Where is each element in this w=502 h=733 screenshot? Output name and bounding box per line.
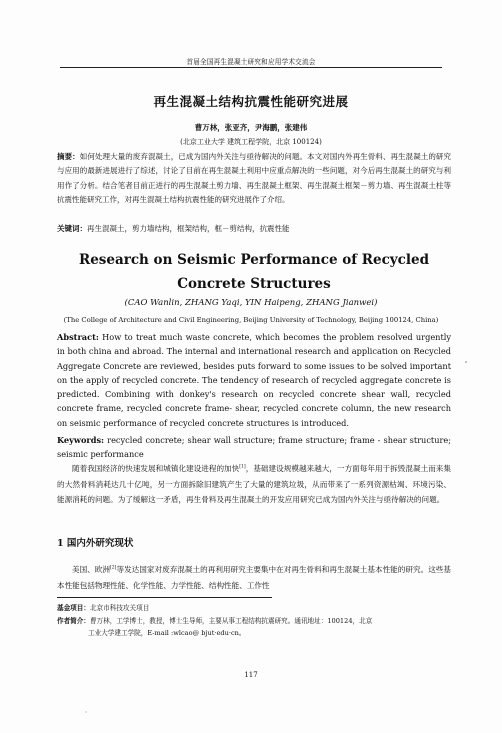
abstract-en-label: Abstract: <box>57 332 99 342</box>
footnote-fund-label: 基金项目： <box>57 604 90 612</box>
title-en: Research on Seismic Performance of Recycled Concrete Structures <box>78 252 430 292</box>
intro-text-start: 随着我国经济的快速发展和城镇化建设进程的加快 <box>72 464 240 473</box>
footnote-author-line-2: 工业大学建工学院，E-mail :wlcao@ bjut·edu·cn。 <box>88 629 246 637</box>
affiliation-en: (The College of Architecture and Civil Engineering, Beijing University of Technology, Beijing 100124, China) <box>63 316 439 324</box>
abstract-zh-label: 摘要： <box>57 152 80 161</box>
affiliation-zh: (北京工业大学 建筑工程学院，北京 100124) <box>180 138 322 146</box>
abstract-zh-text: 如何处理大量的废弃混凝土，已成为国内外关注与亟待解决的问题。本文对国内外再生骨料、再生混凝土的研究与应用的最新进展进行了综述，讨论了目前在再生混凝土利用中应重点解决的一些问题，对今后再生混凝土的研究与利用作了分析。结合笔者目前正进行的再生混凝土剪力墙、再生混凝土框架、再生混凝土框架－剪力墙、再生混凝土柱等抗震性能研究工作，对再生混凝土结构抗震性能的研究进展作了介绍。 <box>57 152 452 205</box>
scan-speck <box>465 361 467 363</box>
footnote-fund-text: 北京市科技攻关项目 <box>89 604 150 612</box>
authors-en: (CAO Wanlin, ZHANG Yaqi, YIN Haipeng, ZHANG Jianwei) <box>124 298 378 308</box>
title-zh: 再生混凝土结构抗震性能研究进展 <box>153 94 349 109</box>
keywords-en-text: recycled concrete; shear wall structure; frame structure; frame - shear structure; seismic performance <box>57 435 452 459</box>
authors-zh: 曹万林，张亚齐，尹海鹏，张建伟 <box>194 123 308 132</box>
citation-1: [1] <box>239 464 246 470</box>
footnote-author-label: 作者简介： <box>57 616 90 625</box>
scan-speck <box>85 711 86 712</box>
keywords-zh-text: 再生混凝土，剪力墙结构，框架结构，框－剪结构，抗震性能 <box>87 224 290 233</box>
keywords-zh-label: 关键词： <box>57 224 87 233</box>
section-heading-1: 1 国内外研究现状 <box>57 538 134 549</box>
keywords-en-label: Keywords: <box>57 435 105 445</box>
abstract-en-text: How to treat much waste concrete, which becomes the problem resolved urgently in both china and abroad. The internal and international research and application on Recycled Aggregate Concrete are reviewed, besides puts forward to some issues to be solved important on the apply of recycled concrete. The tendency of research of recycled aggregate concrete is predicted. Combining with donkey's research on recycled concrete shear wall, recycled concrete frame, recycled concrete frame- shear, recycled concrete column, the new research on seismic performance of recycled concrete structures is introduced. <box>57 332 451 428</box>
footnote-author-line-1: 曹万林，工学博士，教授，博士生导师，主要从事工程结构抗震研究。通讯地址：100124，北京 <box>89 616 373 625</box>
section-1-text-start: 美国、欧洲 <box>72 565 111 574</box>
page-number: 117 <box>244 671 258 679</box>
running-header: 首届全国再生混凝土研究和应用学术交流会 <box>186 58 316 66</box>
section-1-text-end: 等发达国家对废弃混凝土的再利用研究主要集中在对再生骨料和再生混凝土基本性能的研究。这些基本性能包括物理性能、化学性能、力学性能、结构性能、工作性 <box>57 565 451 590</box>
intro-text-end: ，基础建设规模越来越大，一方面每年用于拆毁混凝土而来集的大然骨料消耗达几十亿吨，另一方面拆除旧建筑产生了大量的建筑垃圾，从而带来了一系列资源枯竭、环境污染、能源消耗的问题。为了缓解这一矛盾，再生骨料及再生混凝土的开发应用研究已成为国内外关注与亟待解决的问题。 <box>57 464 451 505</box>
citation-2: [2] <box>110 565 117 571</box>
